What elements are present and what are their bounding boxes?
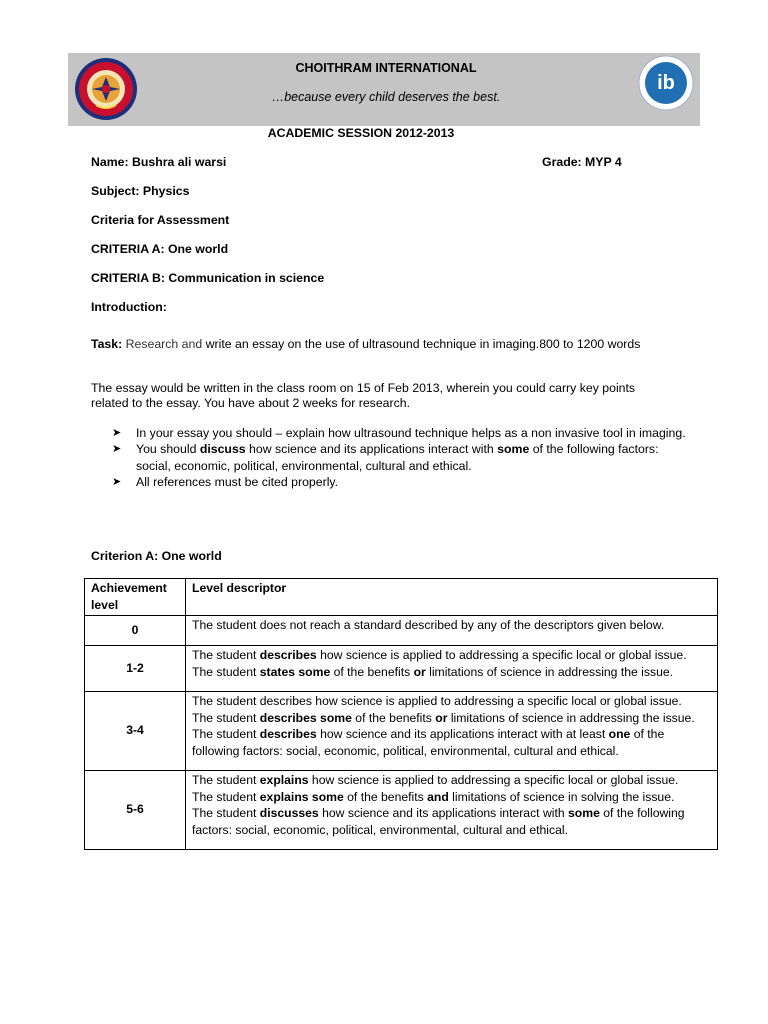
- r2-c-post: of the following factors: social, economic, political, environmental, cultural and ethical.: [192, 727, 665, 758]
- r3-c-bold2: some: [568, 806, 600, 820]
- r3-b-bold: explains some: [259, 789, 344, 804]
- r1-b-post: limitations of science in addressing the issue.: [425, 664, 674, 679]
- bullet-text-2-bold1: discuss: [199, 442, 246, 457]
- r1-a: The student: [192, 648, 260, 662]
- r3-a-post: how science is applied to addressing a specific local or global issue.: [308, 773, 679, 787]
- student-name: Name: Bushra ali warsi: [91, 155, 227, 169]
- academic-session: ACADEMIC SESSION 2012-2013: [267, 126, 455, 140]
- r2-c-bold: describes: [259, 727, 317, 741]
- descriptor-cell: The student does not reach a standard described by any of the descriptors given below.: [186, 616, 718, 646]
- essay-paragraph: [91, 381, 691, 411]
- r1-b-bold: states some: [259, 664, 331, 679]
- bullet-text-1: In your essay you should – explain how ultrasound technique helps as a non invasive tool in imaging.: [136, 426, 686, 440]
- criterion-a-table: [84, 578, 718, 850]
- r3-a-bold: explains: [259, 773, 309, 787]
- r2-b-bold: describes some: [259, 710, 352, 725]
- descriptor-cell: [186, 692, 718, 771]
- r2-c-bold2: one: [608, 727, 631, 741]
- r2-b-mid: of the benefits: [351, 710, 436, 725]
- descriptor-cell: [186, 771, 718, 850]
- ib-logo-text: ib: [657, 72, 675, 94]
- r1-a-bold: describes: [259, 648, 317, 662]
- task-label: Task:: [91, 337, 123, 351]
- instructions-list: [112, 425, 692, 491]
- level-cell: 0: [85, 616, 186, 646]
- school-name: CHOITHRAM INTERNATIONAL: [295, 61, 477, 75]
- table-row: [85, 692, 718, 771]
- r3-a: The student: [192, 773, 260, 787]
- table-row: [85, 616, 718, 646]
- r3-b: The student: [192, 789, 260, 804]
- list-item: [112, 441, 692, 474]
- criterion-a-heading: Criterion A: One world: [91, 549, 222, 563]
- descriptor-cell: [186, 646, 718, 692]
- table-header-row: [85, 579, 718, 616]
- list-item: [112, 474, 692, 490]
- r1-b-bold2: or: [413, 664, 426, 679]
- student-grade: Grade: MYP 4: [542, 155, 622, 169]
- subject: Subject: Physics: [91, 184, 190, 198]
- arrow-bullet-icon: ➤: [112, 443, 122, 456]
- essay-paragraph-line2: related to the essay. You have about 2 weeks for research.: [91, 396, 411, 410]
- r3-c-mid: how science and its applications interact with: [318, 806, 569, 820]
- task-line: [91, 337, 640, 351]
- r2-a: The student describes how science is applied to addressing a specific local or global issue.: [192, 694, 682, 708]
- bullet-text-2-mid: how science and its applications interact with: [245, 442, 498, 457]
- r3-c-post: of the following factors: social, economic, political, environmental, cultural and ethical.: [192, 806, 685, 837]
- criteria-heading: Criteria for Assessment: [91, 213, 230, 227]
- column-header-level-descriptor: Level descriptor: [186, 579, 718, 616]
- r1-b: The student: [192, 664, 260, 679]
- table-row: [85, 646, 718, 692]
- level-cell: 1-2: [85, 646, 186, 692]
- r3-b-bold2: and: [427, 789, 449, 804]
- school-tagline: …because every child deserves the best.: [271, 90, 501, 104]
- bullet-text-3: All references must be cited properly.: [136, 475, 339, 490]
- bullet-text-2-post: of the following factors: social, economic, political, environmental, cultural and ethical.: [136, 442, 659, 473]
- column-header-achievement-level: Achievement level: [85, 579, 186, 616]
- table-row: [85, 771, 718, 850]
- r3-b-mid: of the benefits: [343, 789, 428, 804]
- task-text-part1: Research and: [125, 337, 203, 351]
- introduction-heading: Introduction:: [91, 300, 167, 314]
- r1-b-mid: of the benefits: [330, 664, 414, 679]
- r2-b-bold2: or: [435, 710, 448, 725]
- r3-c: The student: [192, 806, 260, 820]
- r3-c-bold: discusses: [259, 806, 319, 820]
- r2-b-post: limitations of science in addressing the issue. The student: [192, 710, 695, 741]
- bullet-text-2-pre: You should: [136, 442, 200, 457]
- essay-paragraph-line1: The essay would be written in the class room on 15 of Feb 2013, wherein you could carry key points: [91, 381, 636, 395]
- criteria-b: CRITERIA B: Communication in science: [91, 271, 325, 285]
- r3-b-post: limitations of science in solving the issue.: [448, 789, 675, 804]
- r2-b: The student: [192, 710, 260, 725]
- arrow-bullet-icon: ➤: [112, 476, 122, 489]
- level-cell: 5-6: [85, 771, 186, 850]
- level-cell: 3-4: [85, 692, 186, 771]
- r1-a-post: how science is applied to addressing a specific local or global issue.: [316, 648, 687, 662]
- list-item: [112, 425, 692, 441]
- bullet-text-2-bold2: some: [497, 442, 530, 457]
- criteria-a: CRITERIA A: One world: [91, 242, 229, 256]
- r2-c-mid: how science and its applications interact with at least: [316, 727, 609, 741]
- arrow-bullet-icon: ➤: [112, 427, 122, 439]
- task-text-part2: write an essay on the use of ultrasound technique in imaging.800 to 1200 words: [202, 337, 641, 351]
